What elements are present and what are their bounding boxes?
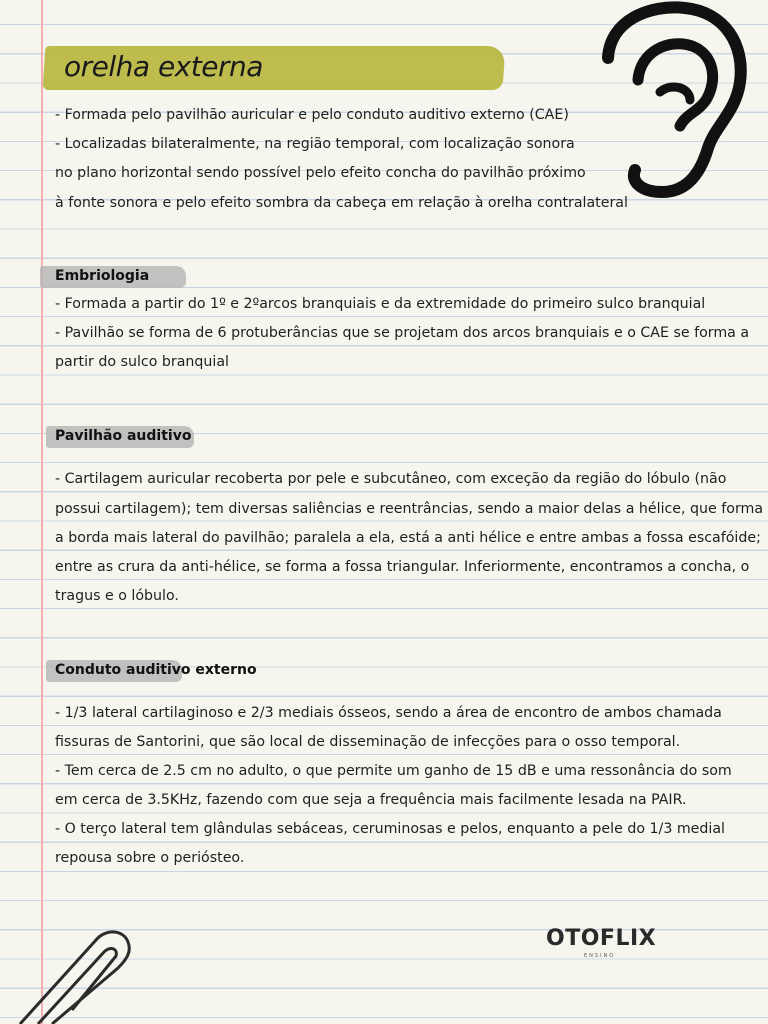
intro-line: - Localizadas bilateralmente, na região temporal, com localização sonora (55, 136, 575, 152)
conduto-line: - Tem cerca de 2.5 cm no adulto, o que permite um ganho de 15 dB e uma ressonância do som (55, 763, 732, 779)
pavilhao-line: possui cartilagem); tem diversas saliências e reentrâncias, sendo a maior delas a hélice, que forma (55, 501, 764, 517)
page-title: orelha externa (64, 50, 263, 83)
conduto-line: em cerca de 3.5KHz, fazendo com que seja a frequência mais facilmente lesada na PAIR. (55, 792, 687, 808)
conduto-line: repousa sobre o periósteo. (55, 850, 245, 866)
section-title: Pavilhão auditivo (55, 428, 192, 444)
pavilhao-line: tragus e o lóbulo. (55, 588, 179, 604)
margin-line (41, 0, 43, 1024)
pavilhao-line: entre as crura da anti-hélice, se forma a fossa triangular. Inferiormente, encontramos a concha, o (55, 559, 750, 575)
section-title: Embriologia (55, 268, 150, 284)
embriologia-line: - Formada a partir do 1º e 2ºarcos branquiais e da extremidade do primeiro sulco branquial (55, 296, 706, 312)
section-title: Conduto auditivo externo (55, 662, 257, 678)
pavilhao-line: - Cartilagem auricular recoberta por pele e subcutâneo, com exceção da região do lóbulo (não (55, 471, 727, 487)
embriologia-line: - Pavilhão se forma de 6 protuberâncias que se projetam dos arcos branquiais e o CAE se forma a (55, 325, 750, 341)
intro-line: à fonte sonora e pelo efeito sombra da cabeça em relação à orelha contralateral (55, 195, 628, 211)
otoflix-logo-sub: ENSINO (584, 953, 616, 959)
conduto-line: fissuras de Santorini, que são local de disseminação de infecções para o osso temporal. (55, 734, 681, 750)
intro-line: - Formada pelo pavilhão auricular e pelo conduto auditivo externo (CAE) (55, 107, 569, 123)
conduto-line: - O terço lateral tem glândulas sebáceas, ceruminosas e pelos, enquanto a pele do 1/3 medial (55, 821, 725, 837)
paperclip-icon (0, 900, 160, 1024)
pavilhao-line: a borda mais lateral do pavilhão; paralela a ela, está a anti hélice e entre ambas a fossa escafóide; (55, 530, 761, 546)
conduto-line: - 1/3 lateral cartilaginoso e 2/3 mediais ósseos, sendo a área de encontro de ambos chamada (55, 705, 722, 721)
embriologia-line: partir do sulco branquial (55, 354, 229, 370)
ear-icon (580, 0, 750, 200)
intro-line: no plano horizontal sendo possível pelo efeito concha do pavilhão próximo (55, 165, 586, 181)
otoflix-logo: OTOFLIX (546, 926, 657, 951)
